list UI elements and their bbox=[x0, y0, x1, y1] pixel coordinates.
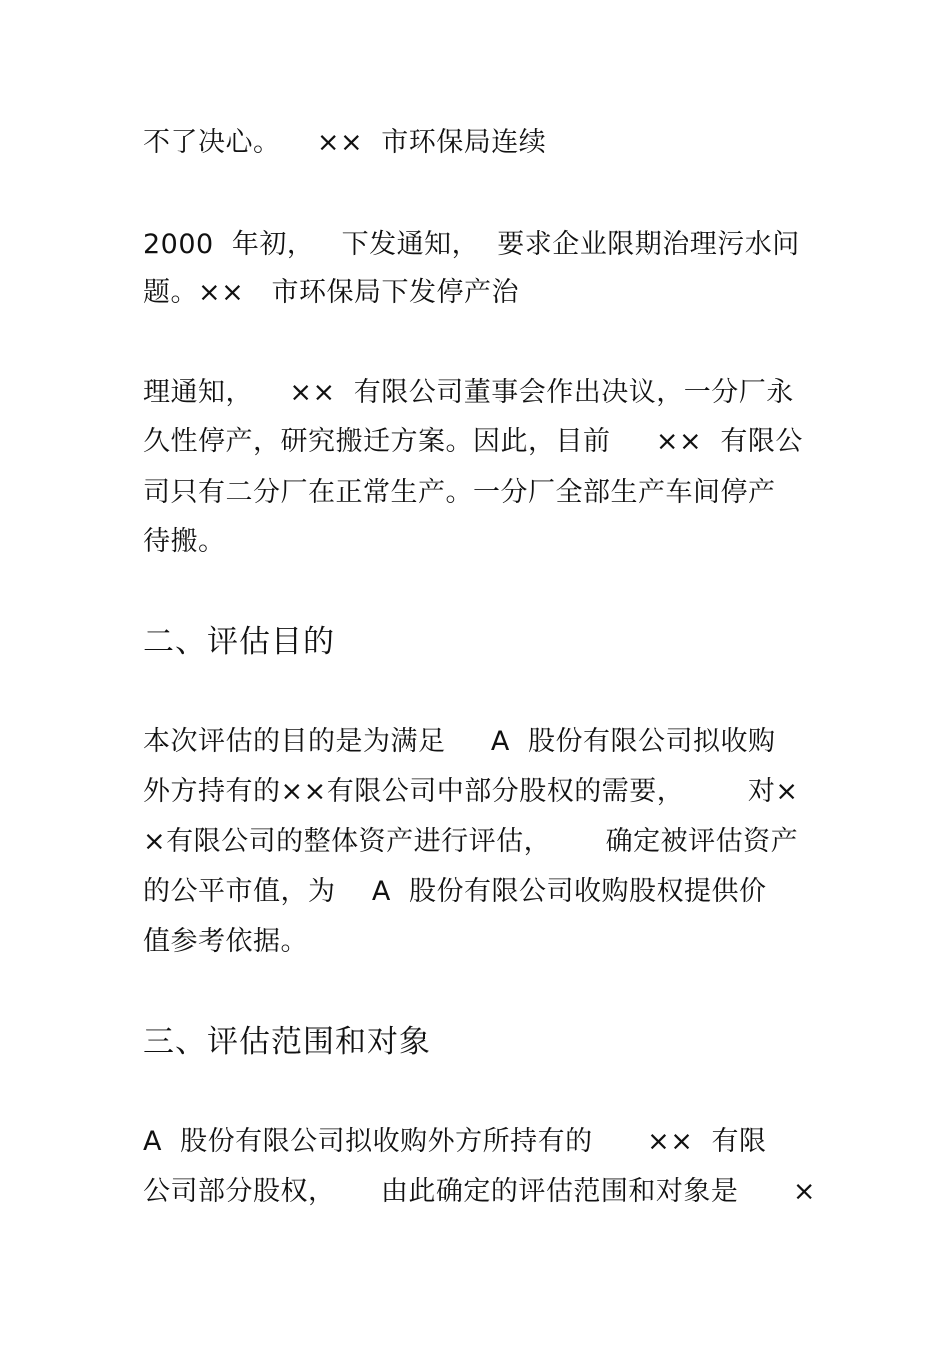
paragraph-line: 外方持有的××有限公司中部分股权的需要， 对× bbox=[143, 776, 799, 807]
paragraph-line: A 股份有限公司拟收购外方所持有的 ×× 有限 bbox=[143, 1126, 767, 1157]
paragraph-line: 司只有二分厂在正常生产。一分厂全部生产车间停产 bbox=[143, 477, 776, 508]
paragraph-line: 题。×× 市环保局下发停产治 bbox=[143, 277, 519, 308]
paragraph-line: 不了决心。 ×× 市环保局连续 bbox=[143, 127, 547, 158]
section-heading: 三、评估范围和对象 bbox=[143, 1024, 431, 1060]
paragraph-line: 2000 年初， 下发通知， 要求企业限期治理污水问 bbox=[143, 229, 800, 260]
paragraph-line: 待搬。 bbox=[143, 526, 226, 557]
paragraph-line: 公司部分股权， 由此确定的评估范围和对象是 × bbox=[143, 1176, 817, 1207]
paragraph-line: 值参考依据。 bbox=[143, 926, 308, 957]
section-heading: 二、评估目的 bbox=[143, 624, 335, 660]
paragraph-line: ×有限公司的整体资产进行评估， 确定被评估资产 bbox=[143, 826, 799, 857]
paragraph-line: 理通知， ×× 有限公司董事会作出决议，一分厂永 bbox=[143, 377, 794, 408]
paragraph-line: 本次评估的目的是为满足 A 股份有限公司拟收购 bbox=[143, 726, 776, 757]
paragraph-line: 久性停产，研究搬迁方案。因此，目前 ×× 有限公 bbox=[143, 426, 803, 457]
paragraph-line: 的公平市值，为 A 股份有限公司收购股权提供价 bbox=[143, 876, 767, 907]
